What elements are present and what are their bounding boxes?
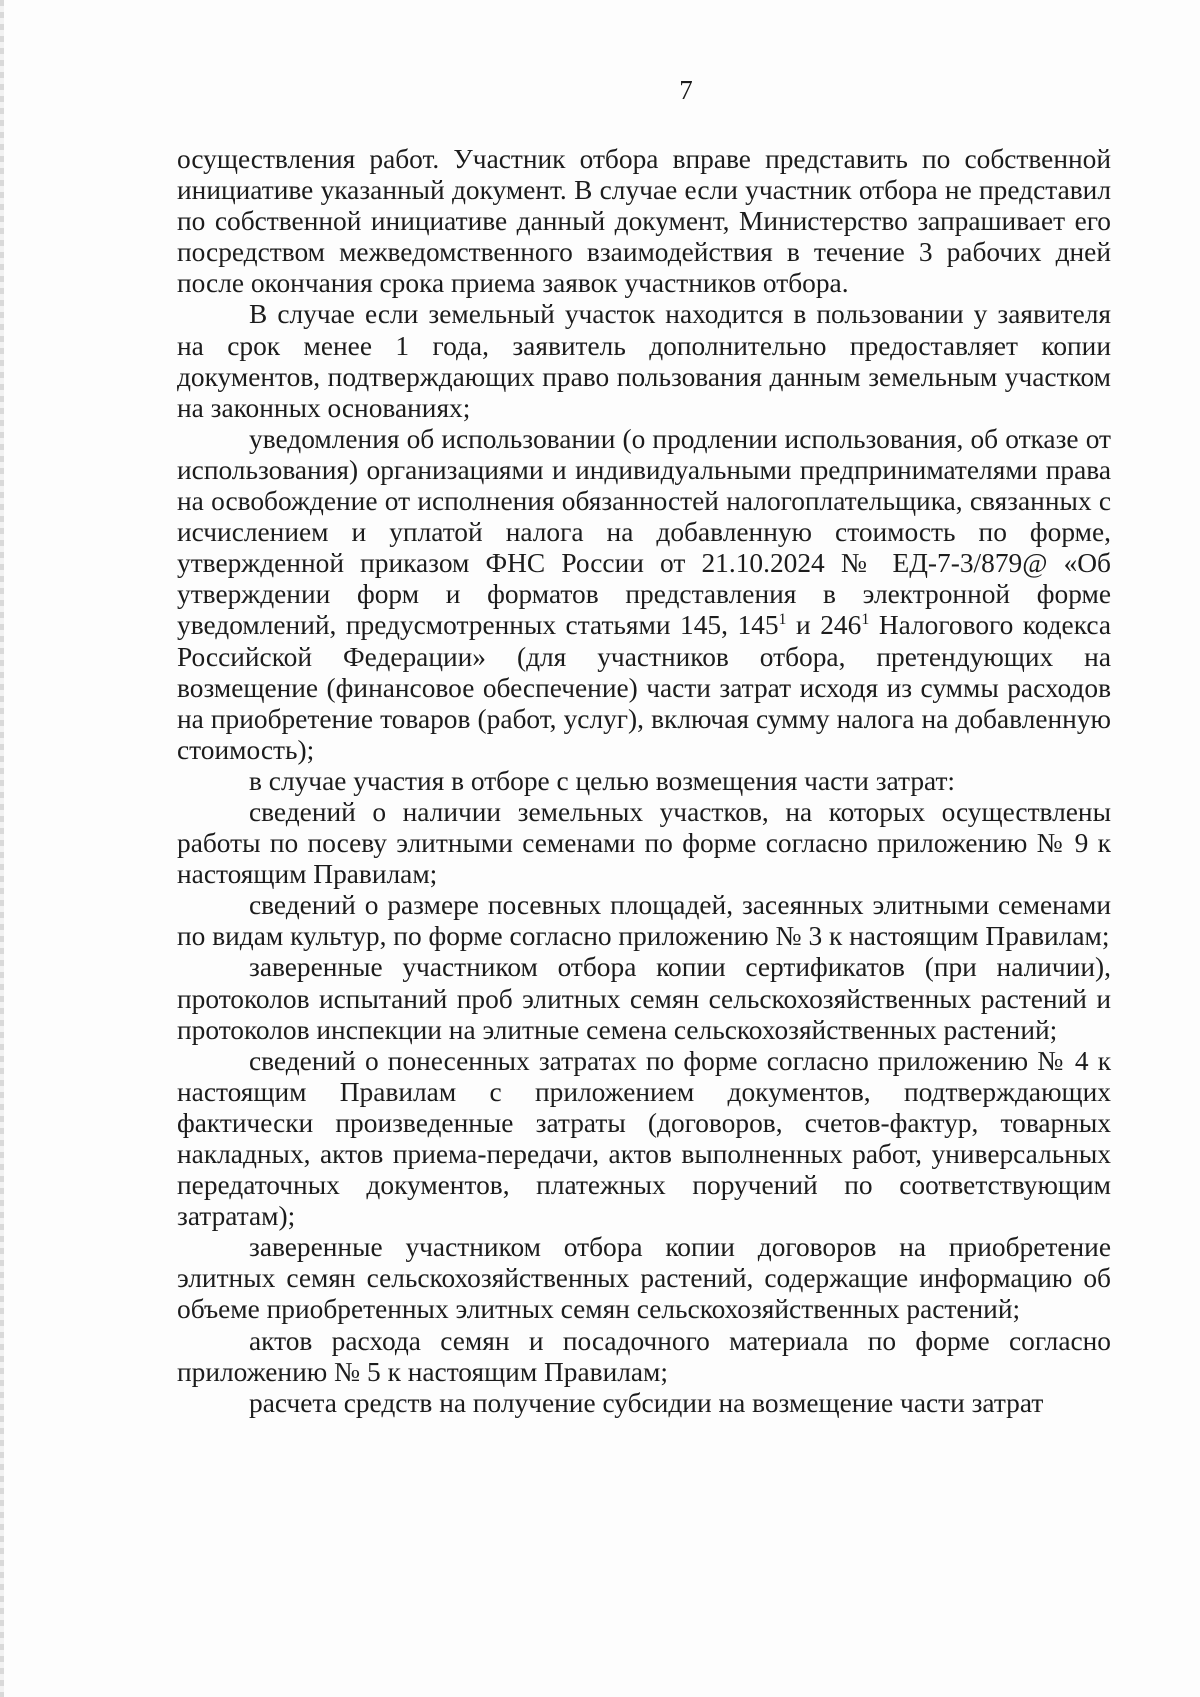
paragraph-continuation: осуществления работ. Участник отбора вправе представить по собственной инициативе указанный документ. В случае если участник отбора не представил по собственной инициативе данный документ, Министерство запрашивает его посредством межведомственного взаимодействия в течение 3 рабочих дней после окончания срока приема заявок участников отбора. (177, 144, 1111, 299)
vat-text-part-2: и 246 (786, 610, 862, 641)
paragraph-reimbursement-case: в случае участия в отборе с целью возмещения части затрат: (249, 765, 956, 796)
document-body (177, 144, 1111, 1419)
paragraph-certificates: заверенные участником отбора копии сертификатов (при наличии), протоколов испытаний проб элитных семян сельскохозяйственных растений и протоколов инспекции на элитные семена сельскохозяйственных растений; (177, 952, 1111, 1045)
vat-text-part-1: уведомления об использовании (о продлении использования, об отказе от использования) организациями и индивидуальными предпринимателями права на освобождение от исполнения обязанностей налогоплательщика, связанных с исчислением и уплатой налога на добавленную стоимость по форме, утвержденной приказом ФНС России от 21.10.2024 № ЕД-7-3/879@ «Об утверждении форм и форматов представления в электронной форме уведомлений, предусмотренных статьями 145, 145 (177, 423, 1111, 641)
paragraph-land-use: В случае если земельный участок находится в пользовании у заявителя на срок менее 1 года, заявитель дополнительно предоставляет копии документов, подтверждающих право пользования данным земельным участком на законных основаниях; (177, 299, 1111, 423)
paragraph-subsidy-calculation: расчета средств на получение субсидии на возмещение части затрат (249, 1387, 1044, 1418)
superscript-1: 1 (778, 611, 787, 629)
vat-text-part-3: Налогового кодекса Российской Федерации» (для участников отбора, претендующих на возмещение (финансовое обеспечение) части затрат исходя из суммы расходов на приобретение товаров (работ, услуг), включая сумму налога на добавленную стоимость); (177, 610, 1111, 765)
paragraph-vat-notification (177, 424, 1111, 766)
paragraph-incurred-costs: сведений о понесенных затратах по форме согласно приложению № 4 к настоящим Правилам с приложением документов, подтверждающих фактически произведенные затраты (договоров, счетов-фактур, товарных накладных, актов приема-передачи, актов выполненных работ, универсальных передаточных документов, платежных поручений по соответствующим затратам); (177, 1045, 1111, 1232)
page-number: 7 (679, 75, 693, 105)
paragraph-seed-consumption: актов расхода семян и посадочного материала по форме согласно приложению № 5 к настоящим Правилам; (177, 1325, 1111, 1387)
paragraph-land-plots: сведений о наличии земельных участков, на которых осуществлены работы по посеву элитными семенами по форме согласно приложению № 9 к настоящим Правилам; (177, 796, 1111, 890)
paragraph-contracts: заверенные участником отбора копии договоров на приобретение элитных семян сельскохозяйственных растений, содержащие информацию об объеме приобретенных элитных семян сельскохозяйственных растений; (177, 1232, 1111, 1325)
paragraph-sown-areas: сведений о размере посевных площадей, засеянных элитными семенами по видам культур, по форме согласно приложению № 3 к настоящим Правилам; (177, 890, 1111, 952)
superscript-2: 1 (861, 611, 870, 629)
scan-edge (0, 0, 4, 1697)
